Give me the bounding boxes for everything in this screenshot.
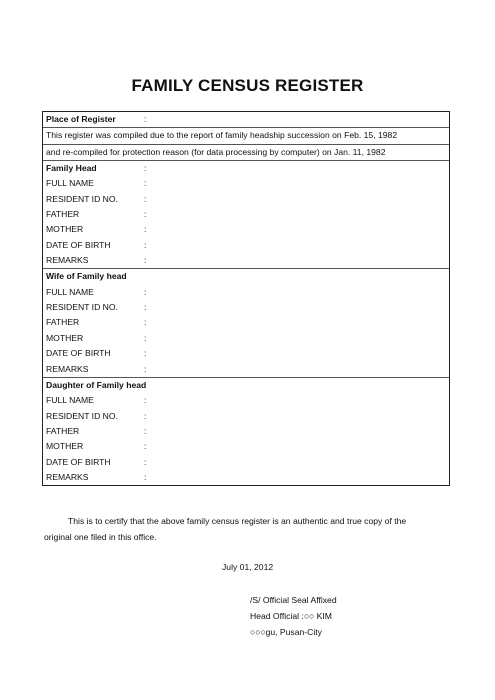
field-row	[43, 424, 449, 439]
signature-block	[250, 592, 337, 640]
issue-date: July 01, 2012	[222, 562, 274, 572]
field-label-father: FATHER	[46, 209, 80, 220]
field-colon: :	[144, 348, 147, 359]
field-colon: :	[144, 224, 147, 235]
section-heading-row	[43, 268, 449, 284]
field-label-father: FATHER	[46, 317, 80, 328]
register-table	[42, 111, 450, 486]
field-colon: :	[144, 317, 147, 328]
field-row	[43, 346, 449, 361]
field-colon: :	[144, 363, 147, 374]
field-label-remarks: REMARKS	[46, 255, 89, 266]
field-label-date-of-birth: DATE OF BIRTH	[46, 456, 111, 467]
field-label-mother: MOTHER	[46, 224, 84, 235]
office-location-line: ○○○gu, Pusan-City	[250, 627, 322, 637]
field-row	[43, 176, 449, 191]
field-label-full-name: FULL NAME	[46, 395, 94, 406]
certification-line-2: original one filed in this office.	[44, 531, 157, 542]
document-title: FAMILY CENSUS REGISTER	[131, 76, 364, 95]
field-colon: :	[144, 286, 147, 297]
field-row	[43, 393, 449, 408]
register-note-row	[43, 144, 449, 160]
field-label-resident-id: RESIDENT ID NO.	[46, 302, 118, 313]
field-row	[43, 300, 449, 315]
field-label-remarks: REMARKS	[46, 363, 89, 374]
certification-line-1-row	[44, 514, 454, 530]
field-colon: :	[144, 239, 147, 250]
field-label-date-of-birth: DATE OF BIRTH	[46, 348, 111, 359]
register-note-row	[43, 127, 449, 143]
field-label-date-of-birth: DATE OF BIRTH	[46, 239, 111, 250]
register-note-1: This register was compiled due to the report of family headship succession on Feb. 15, 1982	[46, 130, 398, 141]
field-row	[43, 315, 449, 330]
field-row	[43, 455, 449, 470]
section-heading-wife: Wife of Family head	[46, 271, 127, 282]
section-heading-family-head: Family Head	[46, 163, 97, 174]
field-colon: :	[144, 193, 147, 204]
field-row	[43, 331, 449, 346]
field-colon: :	[144, 471, 147, 482]
field-colon: :	[144, 332, 147, 343]
field-colon: :	[144, 209, 147, 220]
field-row	[43, 285, 449, 300]
field-row	[43, 238, 449, 253]
field-row	[43, 409, 449, 424]
field-colon: :	[144, 302, 147, 313]
field-row	[43, 192, 449, 207]
place-of-register-label: Place of Register	[46, 114, 116, 124]
place-of-register-row	[43, 112, 449, 127]
field-row	[43, 207, 449, 222]
field-row	[43, 439, 449, 454]
field-colon: :	[144, 395, 147, 406]
official-seal-line: /S/ Official Seal Affixed	[250, 595, 337, 605]
field-row	[43, 222, 449, 237]
field-label-resident-id: RESIDENT ID NO.	[46, 193, 118, 204]
field-colon: :	[144, 163, 147, 174]
field-label-full-name: FULL NAME	[46, 286, 94, 297]
section-heading-row	[43, 160, 449, 176]
certification-line-1: This is to certify that the above family census register is an authentic and true copy of the	[68, 516, 407, 526]
field-colon: :	[144, 456, 147, 467]
field-label-father: FATHER	[46, 425, 80, 436]
section-heading-daughter: Daughter of Family head	[46, 379, 147, 390]
field-label-mother: MOTHER	[46, 332, 84, 343]
field-colon: :	[144, 178, 147, 189]
field-label-resident-id: RESIDENT ID NO.	[46, 410, 118, 421]
field-label-mother: MOTHER	[46, 441, 84, 452]
field-colon: :	[144, 255, 147, 266]
field-colon: :	[144, 441, 147, 452]
place-of-register-colon: :	[144, 114, 147, 124]
field-label-remarks: REMARKS	[46, 471, 89, 482]
field-row	[43, 362, 449, 377]
field-colon: :	[144, 425, 147, 436]
section-heading-row	[43, 377, 449, 393]
field-label-full-name: FULL NAME	[46, 178, 94, 189]
field-colon: :	[144, 410, 147, 421]
head-official-line: Head Official :○○ KIM	[250, 611, 332, 621]
register-note-2: and re-compiled for protection reason (for data processing by computer) on Jan. 11, 1982	[46, 146, 386, 157]
certification-statement	[44, 514, 454, 545]
field-row	[43, 470, 449, 485]
field-row	[43, 253, 449, 268]
